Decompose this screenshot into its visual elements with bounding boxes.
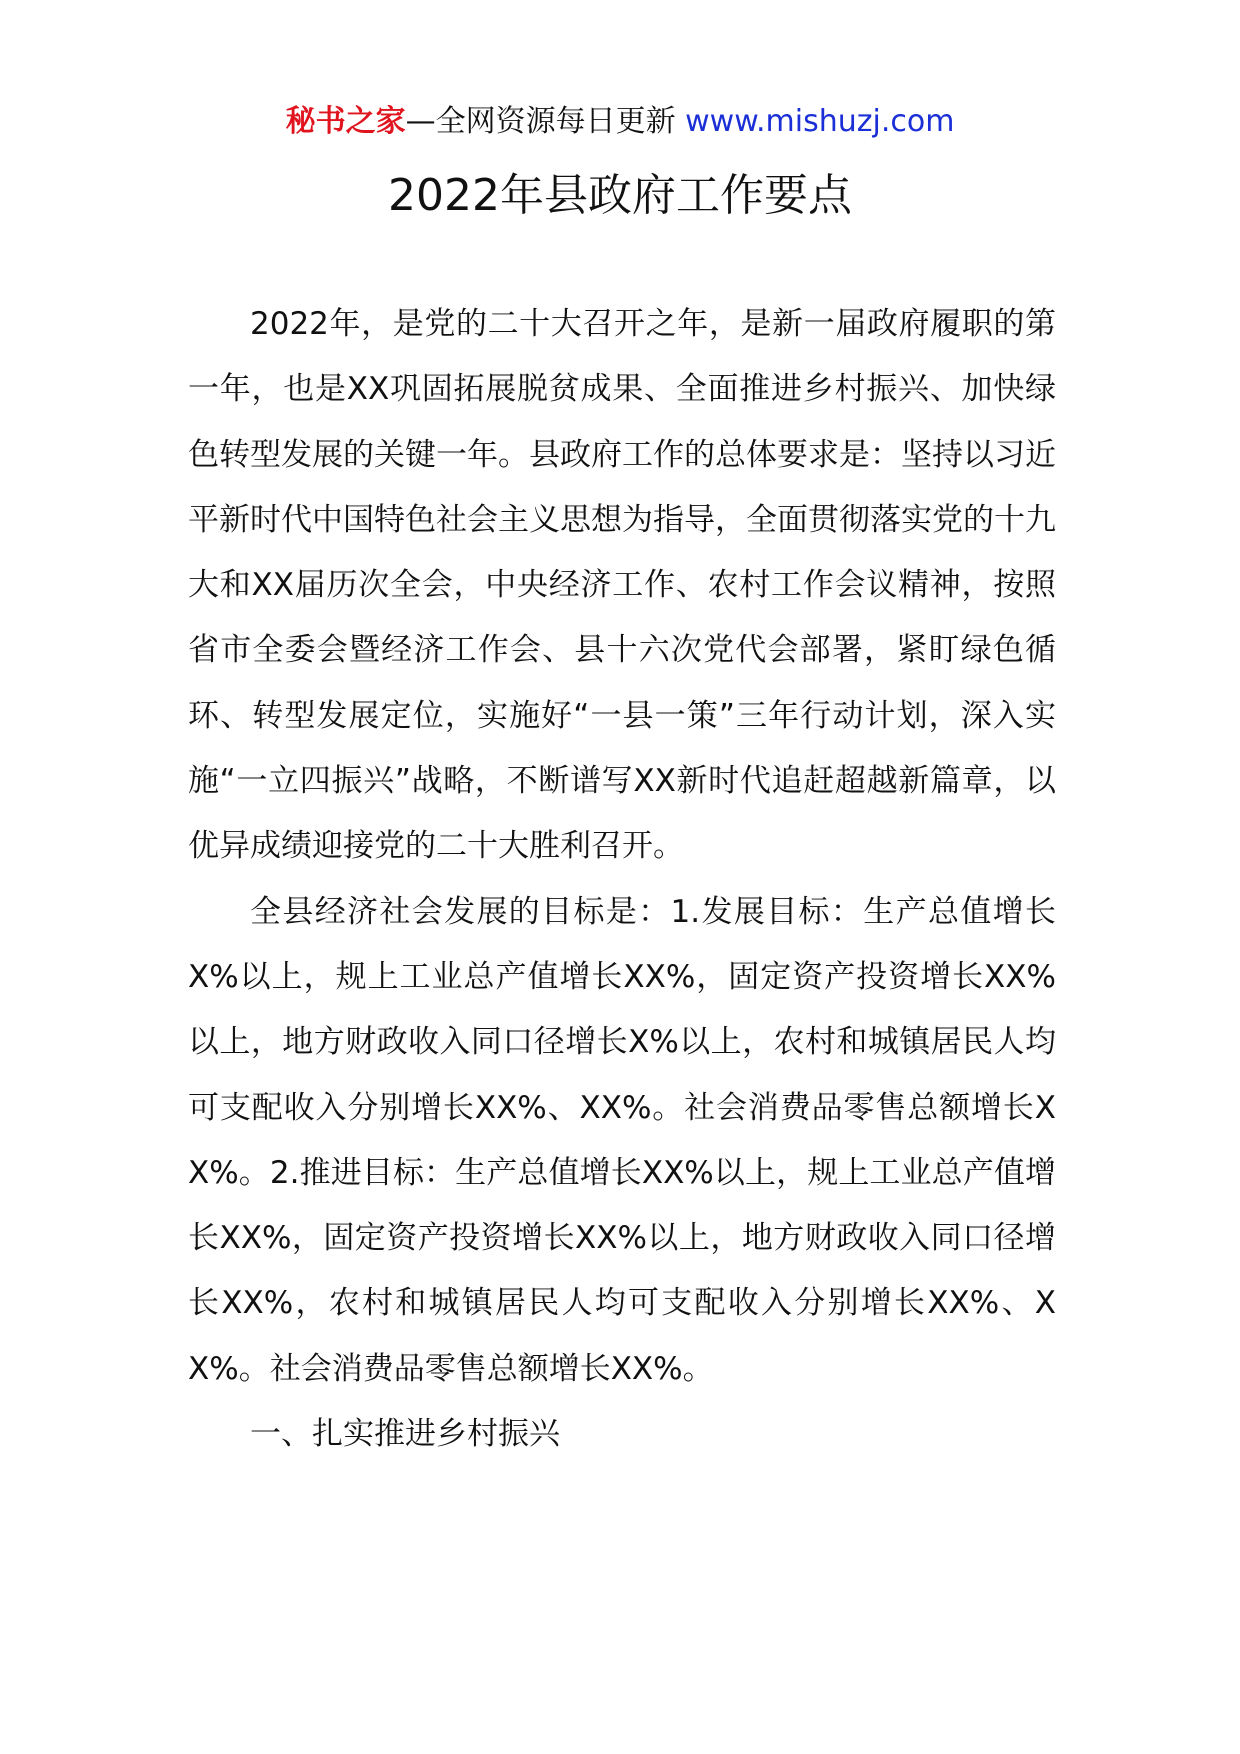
document-title: 2022年县政府工作要点 xyxy=(388,170,852,221)
document-body xyxy=(188,292,1056,1467)
site-header xyxy=(0,100,1240,144)
site-url-link[interactable]: www.mishuzj.com xyxy=(685,104,955,139)
section-heading: 一、扎实推进乡村振兴 xyxy=(250,1416,560,1453)
brand-name: 秘书之家 xyxy=(285,104,406,139)
paragraph-intro: 2022年，是党的二十大召开之年，是新一届政府履职的第一年，也是XX巩固拓展脱贫成果、全面推进乡村振兴、加快绿色转型发展的关键一年。县政府工作的总体要求是：坚持以习近平新时代中国特色社会主义思想为指导，全面贯彻落实党的十九大和XX届历次全会，中央经济工作、农村工作会议精神，按照省市全委会暨经济工作会、县十六次党代会部署，紧盯绿色循环、转型发展定位，实施好“一县一策”三年行动计划，深入实施“一立四振兴”战略，不断谱写XX新时代追赶超越新篇章，以优异成绩迎接党的二十大胜利召开。 xyxy=(188,306,1056,865)
header-tagline: —全网资源每日更新 xyxy=(405,104,686,139)
paragraph-goals: 全县经济社会发展的目标是：1.发展目标：生产总值增长X%以上，规上工业总产值增长XX%，固定资产投资增长XX%以上，地方财政收入同口径增长X%以上，农村和城镇居民人均可支配收入分别增长XX%、XX%。社会消费品零售总额增长XX%。2.推进目标：生产总值增长XX%以上，规上工业总产值增长XX%，固定资产投资增长XX%以上，地方财政收入同口径增长XX%，农村和城镇居民人均可支配收入分别增长XX%、XX%。社会消费品零售总额增长XX%。 xyxy=(188,893,1056,1387)
